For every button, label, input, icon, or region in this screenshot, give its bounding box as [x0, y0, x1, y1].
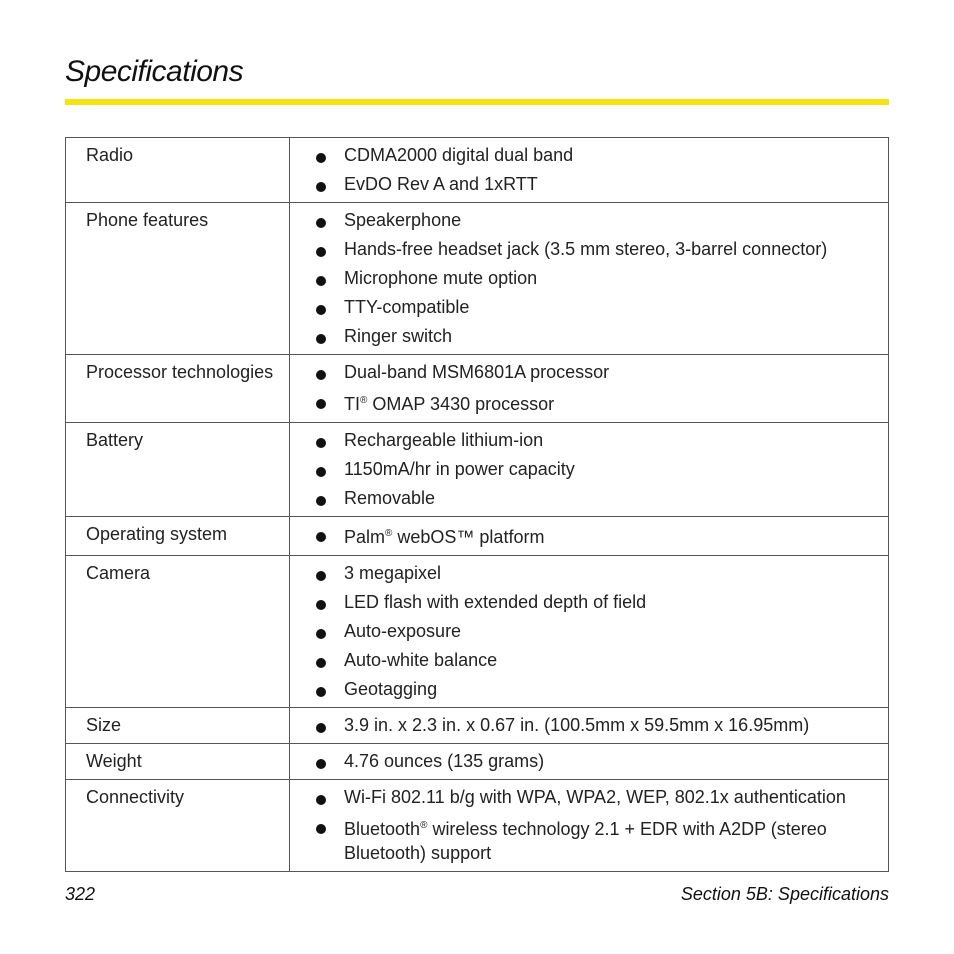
spec-value-item: Wi-Fi 802.11 b/g with WPA, WPA2, WEP, 802.1x authentication: [316, 785, 876, 809]
spec-row-radio: [66, 138, 889, 203]
spec-value-item: 4.76 ounces (135 grams): [316, 749, 876, 773]
title-underline: [65, 99, 889, 105]
spec-label: Size: [66, 708, 290, 744]
spec-label: Processor technologies: [66, 355, 290, 423]
spec-value-item: 3.9 in. x 2.3 in. x 0.67 in. (100.5mm x 59.5mm x 16.95mm): [316, 713, 876, 737]
spec-value-list: [316, 360, 876, 416]
registered-mark: ®: [385, 528, 393, 539]
spec-value-item: 3 megapixel: [316, 561, 876, 585]
spec-row-size: [66, 708, 889, 744]
spec-value-item: CDMA2000 digital dual band: [316, 143, 876, 167]
spec-row-battery: [66, 423, 889, 517]
spec-value-item: Bluetooth® wireless technology 2.1 + EDR with A2DP (stereo Bluetooth) support: [316, 814, 876, 865]
spec-value-item: Speakerphone: [316, 208, 876, 232]
spec-values: [290, 355, 889, 423]
spec-value-item: Removable: [316, 486, 876, 510]
spec-values: [290, 780, 889, 872]
spec-row-camera: [66, 556, 889, 708]
spec-value-item: Palm® webOS™ platform: [316, 522, 876, 549]
spec-label: Radio: [66, 138, 290, 203]
spec-values: [290, 517, 889, 556]
spec-label: Phone features: [66, 203, 290, 355]
spec-value-item: 1150mA/hr in power capacity: [316, 457, 876, 481]
spec-value-item: Auto-white balance: [316, 648, 876, 672]
spec-label: Connectivity: [66, 780, 290, 872]
spec-value-item: Dual-band MSM6801A processor: [316, 360, 876, 384]
spec-value-item: EvDO Rev A and 1xRTT: [316, 172, 876, 196]
page-number: 322: [65, 884, 96, 904]
spec-values: [290, 556, 889, 708]
spec-row-processor-technologies: [66, 355, 889, 423]
spec-value-list: [316, 713, 876, 737]
registered-mark: ®: [360, 395, 368, 406]
spec-value-item: LED flash with extended depth of field: [316, 590, 876, 614]
spec-value-item: Ringer switch: [316, 324, 876, 348]
spec-label: Camera: [66, 556, 290, 708]
spec-value-item: Auto-exposure: [316, 619, 876, 643]
spec-value-list: [316, 522, 876, 549]
spec-value-item: Geotagging: [316, 677, 876, 701]
specifications-table: [65, 137, 889, 872]
spec-label: Operating system: [66, 517, 290, 556]
spec-values: [290, 744, 889, 780]
spec-label: Battery: [66, 423, 290, 517]
spec-value-list: [316, 785, 876, 865]
spec-row-connectivity: [66, 780, 889, 872]
spec-values: [290, 708, 889, 744]
spec-value-item: Rechargeable lithium-ion: [316, 428, 876, 452]
specifications-table-body: [66, 138, 889, 872]
spec-row-weight: [66, 744, 889, 780]
spec-value-list: [316, 428, 876, 510]
spec-value-list: [316, 749, 876, 773]
spec-label: Weight: [66, 744, 290, 780]
spec-row-phone-features: [66, 203, 889, 355]
spec-values: [290, 203, 889, 355]
spec-values: [290, 138, 889, 203]
spec-values: [290, 423, 889, 517]
spec-row-operating-system: [66, 517, 889, 556]
spec-value-item: Microphone mute option: [316, 266, 876, 290]
registered-mark: ®: [420, 820, 428, 831]
page-title: Specifications: [65, 55, 244, 88]
spec-value-list: [316, 561, 876, 701]
spec-value-item: TTY-compatible: [316, 295, 876, 319]
spec-value-item: TI® OMAP 3430 processor: [316, 389, 876, 416]
section-label: Section 5B: Specifications: [680, 884, 889, 904]
spec-value-list: [316, 208, 876, 348]
spec-value-item: Hands-free headset jack (3.5 mm stereo, 3-barrel connector): [316, 237, 876, 261]
spec-value-list: [316, 143, 876, 196]
